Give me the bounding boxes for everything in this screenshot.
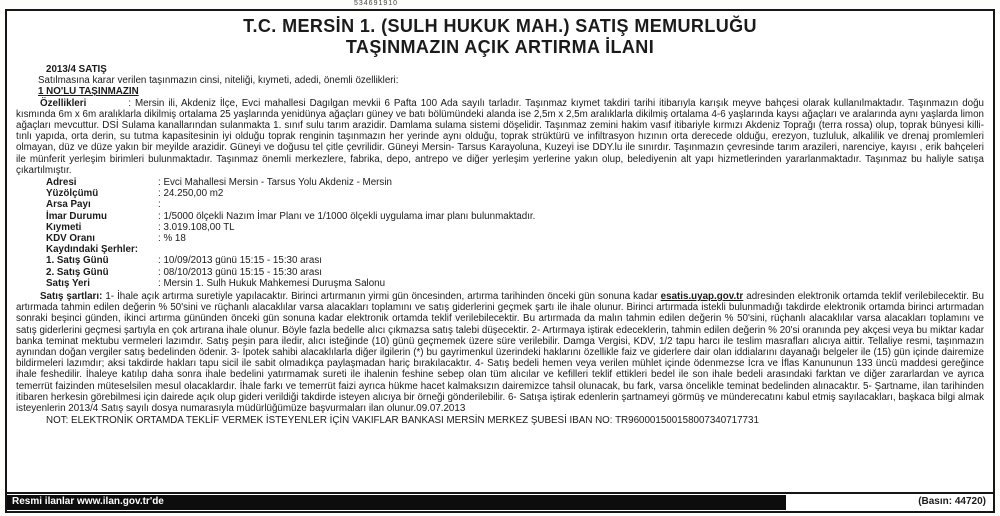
footer-strip <box>7 492 993 511</box>
field-value: : 10/09/2013 günü 15:15 - 15:30 arası <box>158 255 322 267</box>
property-heading: 1 NO'LU TAŞINMAZIN <box>38 86 139 98</box>
document-frame <box>5 9 995 513</box>
field-label: Kıymeti <box>46 221 82 233</box>
ozellikleri-paragraph <box>16 98 984 176</box>
field-value: : 3.019.108,00 TL <box>158 221 235 233</box>
field-label: 1. Satış Günü <box>46 255 109 267</box>
field-row <box>46 211 984 222</box>
field-label: İmar Durumu <box>46 210 107 222</box>
field-value: : % 18 <box>158 233 186 245</box>
field-label: KDV Oranı <box>46 233 95 245</box>
basin-number: (Basın: 44720) <box>918 496 986 507</box>
field-row <box>46 267 984 278</box>
field-row <box>46 199 984 210</box>
field-value: : 08/10/2013 günü 15:15 - 15:30 arası <box>158 266 322 278</box>
field-row <box>46 222 984 233</box>
field-row <box>46 278 984 289</box>
field-label: Arsa Payı <box>46 199 91 211</box>
ozellikleri-label: Özellikleri <box>40 97 87 109</box>
official-ads-bar: Resmi ilanlar www.ilan.gov.tr'de <box>7 495 786 510</box>
document-header <box>16 15 984 58</box>
field-row <box>46 188 984 199</box>
field-label: Satış Yeri <box>46 277 90 289</box>
field-label: Yüzölçümü <box>46 188 99 200</box>
terms-text-before-link: 1- İhale açık artırma suretiyle yapılacaktır. Birinci artırmanın yirmi gün öncesinden, artırma tarihinden önceki gün sonuna kadar <box>102 291 661 303</box>
field-value: : <box>158 199 161 211</box>
iban-note-line: NOT: ELEKTRONİK ORTAMDA TEKLİF VERMEK İSTEYENLER İÇİN VAKIFLAR BANKASI MERSİN MERKEZ ŞUBESİ IBAN NO: TR960001500158007340717731 <box>46 415 759 427</box>
field-row <box>46 177 984 188</box>
field-value: : Mersin 1. Sulh Hukuk Mahkemesi Duruşma Salonu <box>158 277 386 289</box>
property-fields <box>46 177 984 289</box>
title-line-2: TAŞINMAZIN AÇIK ARTIRMA İLANI <box>345 37 655 57</box>
field-label: Adresi <box>46 177 77 189</box>
intro-line: Satılmasına karar verilen taşınmazın cinsi, niteliği, kıymeti, adedi, önemli özellikleri: <box>38 75 399 87</box>
terms-paragraph <box>16 291 984 414</box>
document-body <box>16 64 984 427</box>
field-value: : 24.250,00 m2 <box>158 188 224 200</box>
terms-text-after-link: adresinden elektronik ortamda teklif verilebilecektir. Bu artırmada tahmin edilen değerin % 50'sini ve rüçhanlı alacaklılar varsa alacakları toplamını ve satış giderlerini geçmek şartı ile ihale olunur. Birinci artırmada istekli bulunmadığı takdirde elektronik ortamda birinci artırmadan sonraki beşinci günden, ikinci artırma gününden önceki gün sonuna kadar elektronik ortamda teklif verilebilecektir. Bu artırmada da malın tahmin edilen değerin % 50'sini, rüçhanlı alacaklılar varsa alacakları toplamını ve satış giderlerini geçmesi şartıyla en çok artırana ihale olunur. Böyle fazla bedelle alıcı çıkmazsa satış talebi düşecektir. 2- Artırmaya iştirak edeceklerin, tahmin edilen değerin % 20'si oranında pey akçesi veya bu miktar kadar banka teminat mektubu vermeleri lazımdır. Satış peşin para iledir, alıcı isteğinde (10) günü geçmemek üzere süre verilebilir. Damga Vergisi, KDV, 1/2 tapu harcı ile teslim masrafları alıcıya aittir. Tellaliye resmi, taşınmazın aynından doğan vergiler satış bedelinden ödenir. 3- İpotek sahibi alacaklılarla diğer ilgilerin (*) bu gayrimenkul üzerindeki haklarını özellikle faiz ve giderlere dair olan iddialarını dayanağı belgeler ile (15) gün içinde dairemize bildirmeleri lazımdır; aksi takdirde hakları tapu sicil ile sabit olmadıkça paylaşmadan hariç bırakılacaktır. 4- Satış bedeli hemen veya verilen mühlet içinde ödenmezse İcra ve İflas Kanununun 133 üncü maddesi gereğince ihale feshedilir. İhaleye katılıp daha sonra ihale bedelini yatırmamak sureti ile ihalenin feshine sebep olan tüm alıcılar ve kefilleri teklif ettikleri bedel ile son ihale bedeli arasındaki farktan ve diğer zararlardan ve ayrıca temerrüt faizinden müteselsilen mesul olacaklardır. İhale farkı ve temerrüt faizi ayrıca hükme hacet kalmaksızın dairemizce tahsil olunacak, bu fark, varsa öncelikle teminat bedelinden alınacaktır. 5- Şartname, ilan tarihinden itibaren herkesin görebilmesi için dairede açık olup gideri verildiği takdirde isteyen alıcıya bir örneği gönderilebilir. 6- Satışa iştirak edenlerin şartnameyi görmüş ve münderecatını kabul etmiş sayılacakları, başkaca bilgi almak isteyenlerin 2013/4 Satış sayılı dosya numarasıyla müdürlüğümüze başvurmaları ilan olunur.09.07.2013 <box>16 291 984 415</box>
scan-code: 534691910 <box>354 0 399 7</box>
terms-label: Satış şartları: <box>40 291 103 303</box>
field-row <box>46 244 984 255</box>
field-row <box>46 255 984 266</box>
ozellikleri-text: : Mersin ili, Akdeniz İlçe, Evci mahallesi Dagılgan mevkii 6 Pafta 100 Ada sayılı tarladır. Taşınmaz kıymet takdiri tarihi itibarıyla karışık meyve bahçesi olarak kullanılmaktadır. Taşınmazın doğu kısmında 6m x 6m aralıklarla dikilmiş ortalama 25 yaşlarında yenidünya ağaçları güney ve batı bölümündeki alanda ise 2,5m x 2,5m aralıklarla dikilmiş ortalama 4-6 yaşlarında kaysı ağaçları ve aralarında aynı yaşlarda limon ağaçları mevcuttur. DSİ Sulama kanallarından sulanmakta 1. sınıf sulu tarım arazidir. Damlama sulama sistemi döşelidir. Taşınmaz zemini hakim vasıf itibariyle kırmızı Akdeniz Toprağı (terra rossa) olup, toprak bünyesi killi- tınlı yapıda, orta derin, su tutma kapasitesinin iyi olduğu toprak renginin taşınmazın her yerinde aynı olduğu, toprak strüktürü ve infiltrasyon hızının orta derecede olduğu, erezyon, tuzluluk, alkalilik ve drenaj promlemleri olmayan, düz ve düze yakın bir meyilde arazidir. Güneyi ve doğusu tel çitle çevrilidir. Güneyi Mersin- Tarsus Karayoluna, Kuzeyi ise DDY.lu ile sınırdır. Taşınmazın çevresinde tarım arazileri, narenciye, kayısı , erik bahçeleri ile münferit yerleşim birimleri bulunmaktadır. Taşınmaz önemli merkezlere, fabrika, depo, antrepo ve diğer yerleşim yerlerine yakın olup, belediyenin alt yapı hizmetlerinden yararlanmaktadır. Taşınmaz bu haliyle satışa çıkartılmıştır. <box>16 97 984 176</box>
field-value: : Evci Mahallesi Mersin - Tarsus Yolu Akdeniz - Mersin <box>158 177 392 189</box>
title-line-1: T.C. MERSİN 1. (SULH HUKUK MAH.) SATIŞ MEMURLUĞU <box>243 16 757 36</box>
field-row <box>46 233 984 244</box>
esatis-uyap-link: esatis.uyap.gov.tr <box>660 291 744 303</box>
field-label: Kaydındaki Şerhler: <box>46 244 139 256</box>
field-value: : 1/5000 ölçekli Nazım İmar Planı ve 1/1000 ölçekli uygulama imar planı bulunmaktadır. <box>158 210 536 222</box>
case-number: 2013/4 SATIŞ <box>46 64 107 75</box>
field-value <box>158 244 984 255</box>
field-label: 2. Satış Günü <box>46 266 109 278</box>
